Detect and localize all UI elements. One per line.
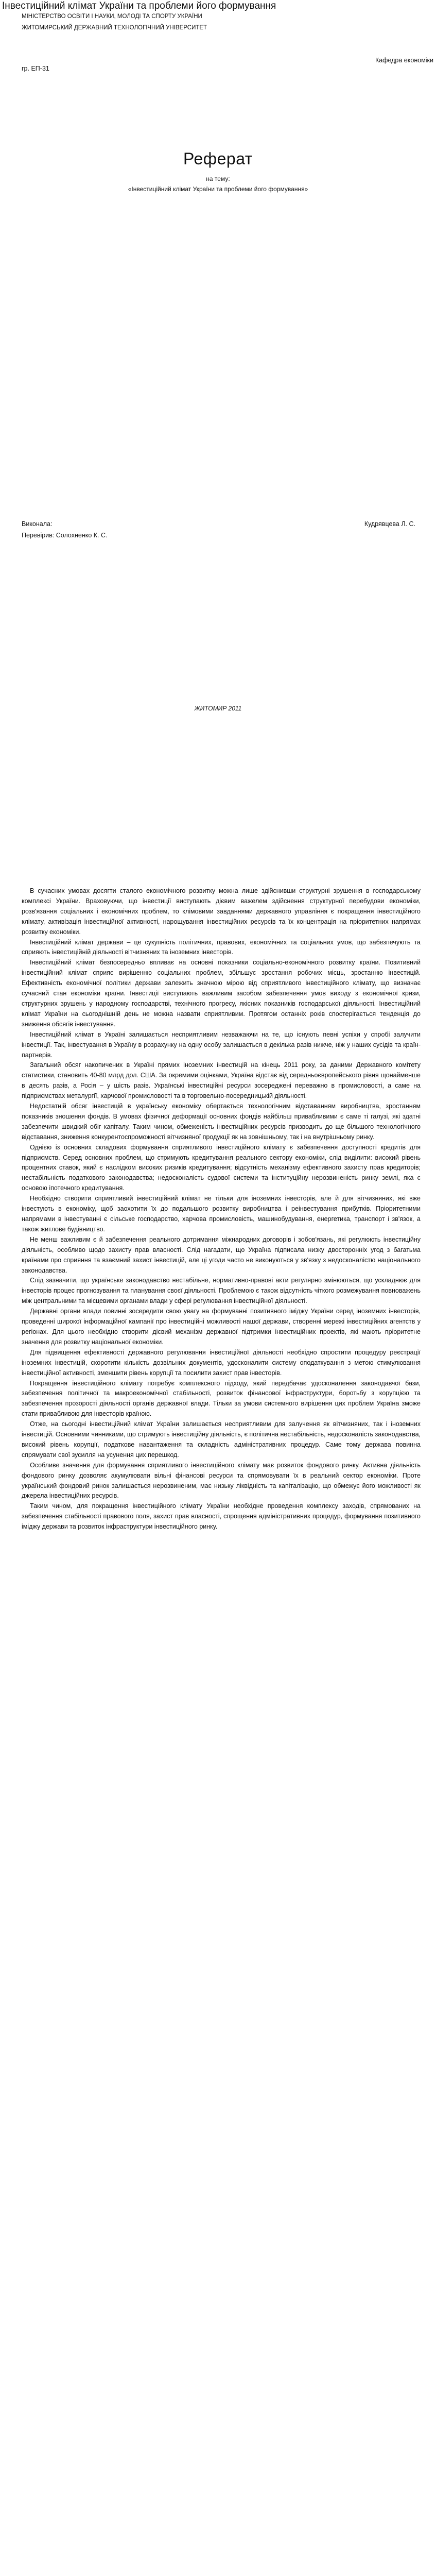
city-year: ЖИТОМИР 2011 <box>194 705 242 712</box>
performed-name: Кудрявцева Л. С. <box>364 520 415 528</box>
essay-body <box>22 886 421 1532</box>
body-paragraph: Необхідно створити сприятливий інвестиційний клімат не тільки для іноземних інвесторів, але й для вітчизняних, які вже інвестують в економіку, щоб заохотити їх до подальшого розвитку виробництва і реінвестування прибутків. Пріоритетними напрямами в інвестуванні є сільське господарство, харчова промисловість, машинобудування, енергетика, транспорт і зв'язок, а також житлове будівництво. <box>22 1195 421 1233</box>
university-line: ЖИТОМИРСЬКИЙ ДЕРЖАВНИЙ ТЕХНОЛОГІЧНИЙ УНІВЕРСИТЕТ <box>22 25 207 31</box>
body-paragraph: Недостатній обсяг інвестицій в українську економіку обертається технологічним відставанням виробництва, зростанням показників зношення фондів. В умовах фізичної деформації основних фондів найбільш привабливими є саме ті галузі, які здатні забезпечити швидкий обіг капіталу. Таким чином, обмеженість інвестиційних ресурсів призводить до ще більшого технологічного відставання, зниження конкурентоспроможності вітчизняної продукції як на зовнішньому, так і на внутрішньому ринку. <box>22 1103 421 1141</box>
group-line: гр. ЕП-31 <box>22 65 49 72</box>
body-paragraph: Не менш важливим є й забезпечення реального дотримання міжнародних договорів і зобов'язань, які регулюють інвестиційну діяльність, особливо щодо захисту прав власності. Слід нагадати, що Україна підписала низку двосторонніх угод з багатьма країнами про сприяння та взаємний захист інвестицій, але ці угоди часто не виконуються у зв'язку з недосконалістю національного законодавства. <box>22 1235 421 1274</box>
body-paragraph: Таким чином, для покращення інвестиційного клімату України необхідне проведення комплексу заходів, спрямованих на забезпечення стабільності правового поля, захист прав власності, спрощення адміністративних процедур, формування позитивного іміджу держави та розвиток інфраструктури інвестиційного ринку. <box>22 1502 421 1531</box>
body-paragraph: Слід зазначити, що українське законодавство нестабільне, нормативно-правові акти регулярно змінюються, що ускладнює для інвесторів процес прогнозування та планування своєї діяльності. Проблемою є також відсутність чіткого розмежування повноважень між центральними та місцевими органами влади у сфері регулювання інвестиційної діяльності. <box>22 1277 421 1305</box>
body-paragraph: Державні органи влади повинні зосередити свою увагу на формуванні позитивного іміджу України серед іноземних інвесторів, проведенні широкої інформаційної кампанії про інвестиційні можливості нашої держави, створенні мережі інвестиційних агентств у регіонах. Для цього необхідно створити дієвий механізм державної підтримки інвестиційних проектів, які мають пріоритетне значення для розвитку національної економіки. <box>22 1308 421 1346</box>
performed-label: Виконала: <box>22 520 53 528</box>
body-paragraph: Інвестиційний клімат держави – це сукупність політичних, правових, економічних та соціальних умов, що забезпечують та сприяють інвестиційній діяльності вітчизняних та іноземних інвесторів. <box>22 938 421 956</box>
body-paragraph: Однією із основних складових формування сприятливого інвестиційного клімату є забезпечення доступності кредитів для підприємств. Серед основних проблем, що стримують кредитування реального сектору економіки, слід виділити: високий рівень процентних ставок, який є наслідком високих ризиків кредитування; відсутність механізму ефективного захисту прав кредиторів; нестабільність податкового законодавства; недосконалість судової системи та інституційну нерозвиненість ринку землі, яка є основою іпотечного кредитування. <box>22 1143 421 1192</box>
body-paragraph: Для підвищення ефективності державного регулювання інвестиційної діяльності необхідно спростити процедуру реєстрації іноземних інвестицій, скоротити кількість дозвільних документів, удосконалити систему оподаткування з метою стимулювання інвестиційної активності, зменшити рівень корупції та посилити захист прав інвесторів. <box>22 1348 421 1377</box>
checked-line: Перевірив: Солохненко К. С. <box>22 532 108 539</box>
body-paragraph: Інвестиційний клімат в Україні залишається несприятливим незважаючи на те, що існують певні успіхи у спробі залучити інвестиції. Так, інвестування в Україну в розрахунку на одну особу залишається в декілька разів нижче, ніж у наших сусідів та країн-партнерів. <box>22 1030 421 1059</box>
on-topic-line: на тему: <box>206 175 230 182</box>
body-paragraph: В сучасних умовах досягти сталого економічного розвитку можна лише здійснивши структурні зрушення в господарському комплексі України. Враховуючи, що інвестиції виступають дієвим важелем здійснення структурної перебудови економіки, розв'язання соціальних і економічних проблем, то клімовими завданнями державного управління є покращення інвестиційного клімату, активізація інвестиційної активності, нарощування інвестиційних ресурсів та їх концентрація на пріоритетних напрямах розвитку економіки. <box>22 887 421 936</box>
essay-heading: Реферат <box>183 149 253 168</box>
body-paragraph: Покращення інвестиційного клімату потребує комплексного підходу, який передбачає удосконалення законодавчої бази, забезпечення політичної та макроекономічної стабільності, розвиток фінансової інфраструктури, боротьбу з корупцією та забезпечення прозорості діяльності органів державної влади. Тільки за умови системного вирішення цих проблем Україна зможе стати привабливою для інвесторів країною. <box>22 1379 421 1418</box>
body-paragraph: Загальний обсяг накопичених в Україні прямих іноземних інвестицій на кінець 2011 року, за даними Державного комітету статистики, становить 40-80 млрд дол. США. За окремими оцінками, Україна відстає від середньоєвропейського рівня щонайменше в десять разів, а Росія – у шість разів. Українські інвестиційні ресурси зосереджені переважно в промисловості, а саме на підприємствах металургії, харчової промисловості та в торговельно-посередницькій діяльності. <box>22 1061 421 1100</box>
ministry-line: МІНІСТЕРСТВО ОСВІТИ І НАУКИ, МОЛОДІ ТА СПОРТУ УКРАЇНИ <box>22 13 202 20</box>
body-paragraph: Отже, на сьогодні інвестиційний клімат України залишається несприятливим для залучення як вітчизняних, так і іноземних інвестицій. Основними чинниками, що стримують інвестиційну діяльність, є політична нестабільність, недосконалість законодавства, високий рівень корупції, податкове навантаження та складність адміністративних процедур. Саме тому держава повинна спрямувати свої зусилля на усунення цих перешкод. <box>22 1420 421 1459</box>
body-paragraph: Особливе значення для формування сприятливого інвестиційного клімату має розвиток фондового ринку. Активна діяльність фондового ринку дозволяє акумулювати вільні фінансові ресурси та спрямовувати їх в реальний сектор економіки. Проте український фондовий ринок залишається нерозвиненим, має низьку ліквідність та капіталізацію, що обмежує його можливості як джерела інвестиційних ресурсів. <box>22 1461 421 1500</box>
essay-topic: «Інвестиційний клімат України та проблеми його формування» <box>128 185 308 193</box>
department-line: Кафедра економіки <box>375 57 433 64</box>
body-paragraph: Інвестиційний клімат безпосередньо впливає на основні показники соціально-економічного розвитку країни. Позитивний інвестиційний клімат сприяє вирішенню соціальних проблем, збільшує зростання робочих місць, зростанню інвестицій. Ефективність економічної політики держави залежить значною мірою від сприятливого інвестиційного клімату, що визначає сучасний стан економіки країни. Інвестиції виступають важливим засобом забезпечення умов виходу з економічної кризи, структурних зрушень у народному господарстві, технічного прогресу, якісних показників господарської діяльності. Інвестиційний клімат України на сьогоднішній день не можна назвати сприятливим. Протягом останніх років спостерігається тенденція до зниження обсягів інвестування. <box>22 959 421 1028</box>
document-title: Інвестиційний клімат України та проблеми його формування <box>2 1 276 11</box>
